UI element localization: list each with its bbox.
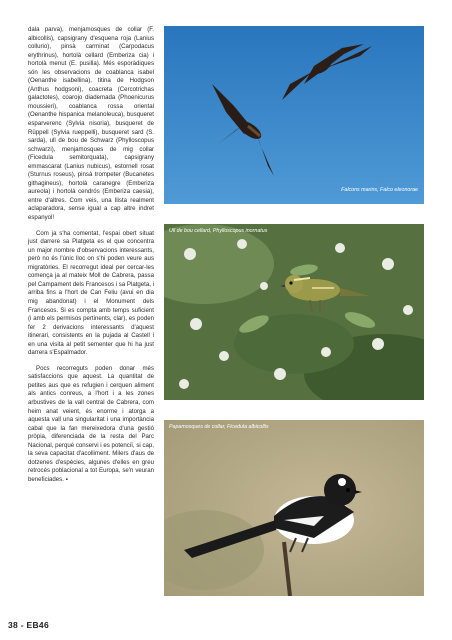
article-body: [28, 26, 154, 484]
paragraph-1: dala parva), menjamosques de collar (F. albicollis), capsigrany d'esquena roja (Lanius collurio), pinsà carminat (Carpodacus erythrinus), hortolà cellard (Emberiza cia) i hortolà menut (E. pusilla). Més esporàdiques són les observacions de coablanca isabel (Oenanthe isabellina), titina de Hodgson (Anthus hodgsoni), coacreta (Cercotrichas galactotes), coarojo diademada (Phoenicurus moussieri), coablanca rossa oriental (Oenanthe hispanica melanoleuca), busqueret esparverenc (Sylvia nisoria), busqueret de Rüppell (Sylvia rueppelli), busqueret sard (S. sarda), ull de bou de Schwarz (Phylloscopus schwarzi), menjamosques de mig collar (Ficedula semitorquata), capsigrany emmascarat (Lanius nubicus), estornell rosat (Sturnus roseus), pinsà trompeter (Bucanetes githagineus), hortolà caranegre (Emberiza aureola) i hortolà cendrós (Emberiza caesia), entre d'altres. Com veis, una llista realment aclaparadora, sense igual a cap altre indret espanyol!: [28, 26, 154, 222]
caption-falcons: Falcons marins, Falco eleonorae: [341, 187, 418, 193]
paragraph-2: Com ja s'ha comentat, l'espai obert situat just darrere sa Platgeta es el que concentra un major nombre d'observacions interessants, però no és l'únic lloc on s'hi poden veure aus migratòries. El recorregut ideal per cercar-les comença ja al mateix Moll de Cabrera, passa pel Campament dels Francesos i sa Platgeta, i arriba fins a l'hort de Can Feliu (avui en dia mig abandonat) i el Monument dels Francesos. Si es compta amb temps suficient (i amb els permisos pertinents, clar), es poden fer 2 derivacions interessants d'aquest itinerari, consistents en la pujada al Castell i en una visita al petit sementer que hi ha just darrera s'Espalmador.: [28, 229, 154, 357]
page-number: 38 - EB46: [8, 620, 49, 630]
photo-flycatcher: [164, 420, 424, 596]
flycatcher-image: [164, 420, 424, 596]
falcons-image: [164, 26, 424, 204]
warbler-image: [164, 224, 424, 400]
photo-falcons: [164, 26, 424, 204]
caption-flycatcher: Papamosques de collar, Ficedula albicollis: [169, 424, 269, 430]
caption-warbler: Ull de bou cellard, Phylloscopus inornatus: [169, 228, 268, 234]
photo-warbler: [164, 224, 424, 400]
paragraph-3: Pocs recorreguts poden donar més satisfaccions que aquest. La quantitat de petites aus que es refugien i cerquen aliment als antics conreus, a l'hort i a les zones arbustives de la vall central de Cabrera, com heim anat veient, és enorme i atorga a aquesta vall una singularitat i una importància cabal que la fan mereixedora d'una gestió pròpia, diferenciada de la resta del Parc Nacional, perquè conservi i es potenciï, si cap, la seva capacitat d'acolliment. Milers d'aus de dotzenes d'espècies, algunes d'elles en greu retrocés poblacional a tot Europa, se'n veuran beneficiades. ▪: [28, 364, 154, 483]
